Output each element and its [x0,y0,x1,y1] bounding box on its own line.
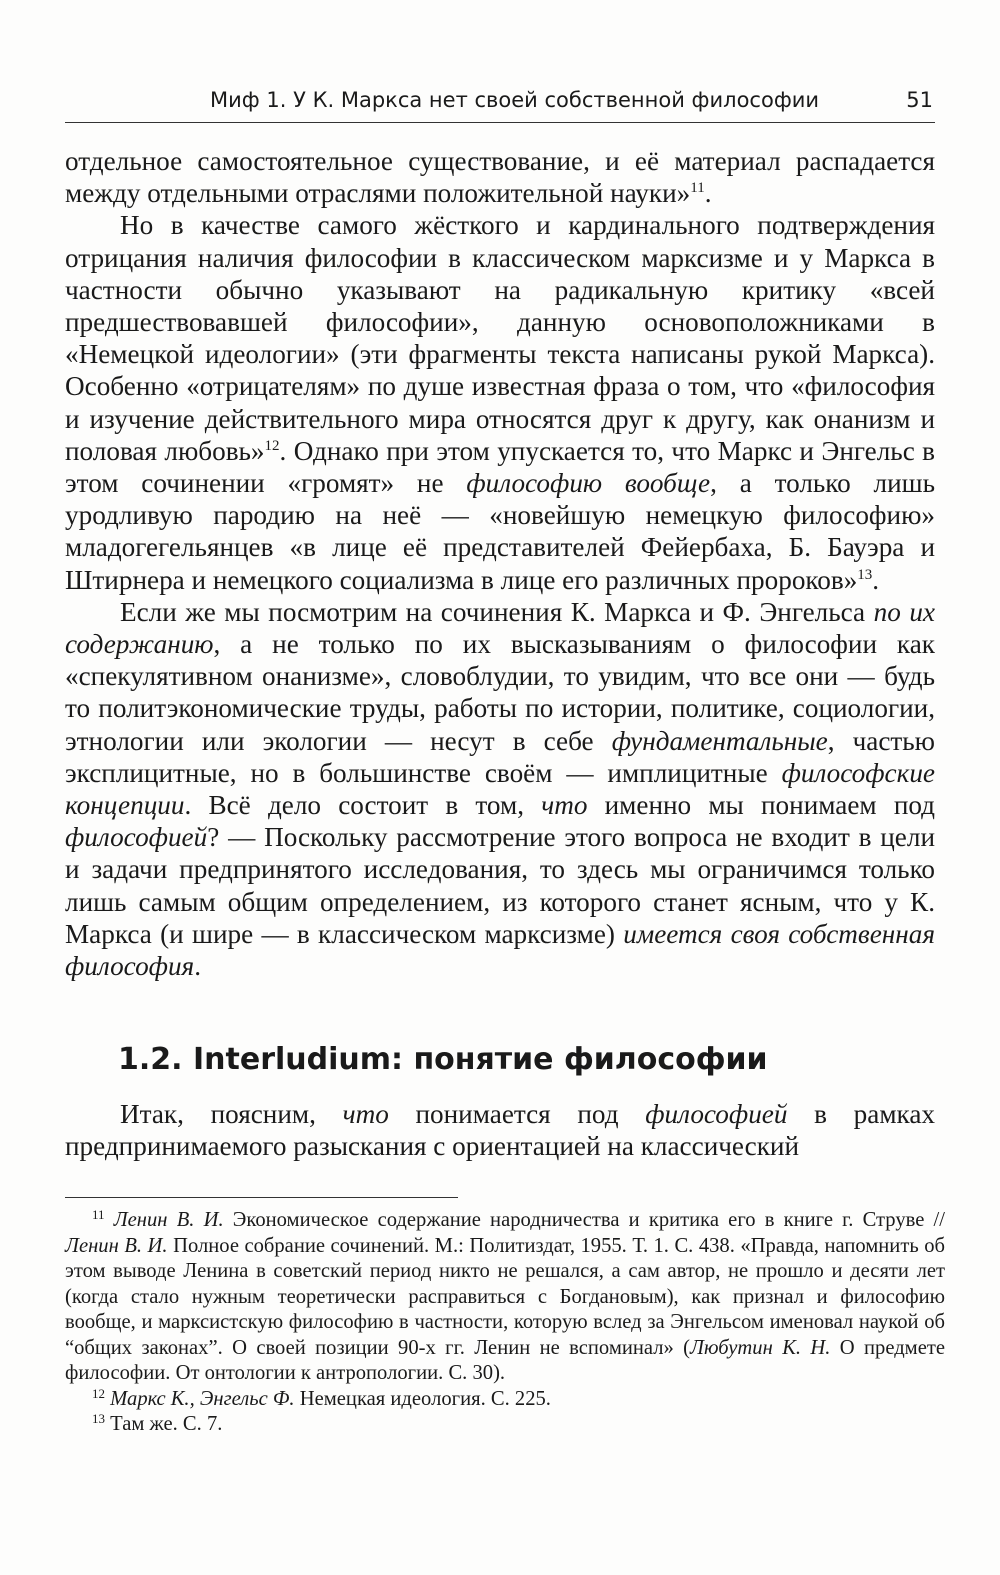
footnotes [65,1208,945,1438]
text-run: понимается под [388,1099,646,1129]
text-run: . [872,564,880,595]
paragraph-2 [65,209,935,595]
text-run: Итак, поясним, [120,1099,343,1129]
italic-text: философские концепции [65,757,935,821]
italic-text: что [342,1099,389,1129]
text-run: Немецкая идеология. С. 225. [294,1387,551,1410]
paragraph-3 [65,596,935,982]
italic-text: философию вообще [466,468,711,499]
text-run: . Однако при этом упускается то, что Маркс и Энгельс в этом сочинении «громят» не [65,435,935,499]
text-run: . [704,178,712,209]
author-name: Ленин В. И. [65,1234,168,1257]
text-run: Экономическое содержание народничества и критика его в книге г. Струве // [223,1209,945,1231]
italic-text: имеется своя собственная философия [65,918,936,982]
footnote-ref-11[interactable]: 11 [690,180,705,197]
text-run: Полное собрание сочинений. М.: Политиздат, 1955. Т. 1. С. 438. «Правда, напомнить об этом выводе Ленина в советский период никто не решался, а сам автор, не прошло и десяти лет (когда стало нужным теоретически расправиться с Богдановым), как признал и философию вообще, и марксистскую философию в частности, которую вслед за Энгельсом именовал наукой об “общих законах”. О своей позиции 90-х гг. Ленин не вспоминал» ( [65,1234,945,1359]
text-run: , а не только по их высказываниям о философии как «спекулятивном онанизме», словоблудии, то увидим, что все они — будь то политэкономические труды, работы по истории, политике, социологии, этнологии или экологии — несут в себе [65,629,935,756]
section-heading: 1.2. Interludium: понятие философии [118,1042,768,1077]
text-run: О предмете философии. От онтологии к антропологии. С. 30). [65,1336,945,1384]
text-run: Если же мы посмотрим на сочинения К. Маркса и Ф. Энгельса [120,596,874,627]
page-number: 51 [906,88,933,112]
main-text [65,145,935,982]
text-run: , частью эксплицитные, но в большинстве своём — имплицитные [65,725,935,788]
text-run: . Всё дело состоит в том, [184,790,542,821]
main-text-continued [65,1098,935,1162]
text-run: . [194,951,201,982]
italic-text: что [541,790,588,821]
paragraph-4 [65,1098,935,1162]
italic-text: по их содержанию [65,596,935,660]
text-run: Но в качестве самого жёсткого и кардинального подтверждения отрицания наличия философии в классическом марксизме и у Маркса в частности обычно указывают на радикальную критику «всей предшествовавшей философии», данную основоположниками в «Немецкой идеологии» (эти фрагменты текста написаны рукой Маркса). Особенно «отрицателям» по душе известная фраза о том, что «философия и изучение действительного мира относятся друг к другу, как онанизм и половая любовь» [65,210,935,466]
footnote-number: 13 [92,1411,105,1426]
text-run: ? — Поскольку рассмотрение этого вопроса не входит в цели и задачи предпринятого исследования, то здесь мы ограничимся только лишь самым общим определением, из которого станет ясным, что у К. Маркса (и шире — в классическом марксизме) [65,822,935,949]
footnote-number: 12 [92,1385,105,1401]
italic-text: философией [645,1099,788,1129]
footnote-13 [65,1412,945,1438]
italic-text: фундаментальные [611,725,828,756]
text-run: отдельное самостоятельное существование, и её материал распадается между отдельными отраслями положительной науки» [65,146,935,209]
footnote-ref-13[interactable]: 13 [857,566,873,583]
footnote-number: 11 [92,1207,105,1222]
footnote-ref-12[interactable]: 12 [264,437,280,454]
text-run: именно мы понимаем под [587,790,936,821]
text-run: , а только лишь уродливую пародию на неё — «новейшую немецкую философию» младогегельянцев «в лице её представителей Фейербаха, Б. Бауэра и Штирнера и немецкого социализма в лице его различных пророков» [65,468,935,595]
italic-text: философией [65,822,208,853]
running-header-title: Миф 1. У К. Маркса нет своей собственной философии [210,88,820,112]
author-name: Ленин В. И. [113,1209,224,1231]
author-name: Любутин К. Н. [690,1336,831,1359]
paragraph-1 [65,145,935,209]
author-name: Маркс К., Энгельс Ф. [110,1387,295,1410]
text-run: в рамках предпринимаемого разыскания с ориентацией на классический [65,1099,935,1162]
footnote-11 [65,1208,945,1387]
footnote-12 [65,1387,945,1413]
text-run: Там же. С. 7. [105,1413,223,1435]
footnote-separator [65,1197,458,1198]
running-header [65,84,935,123]
